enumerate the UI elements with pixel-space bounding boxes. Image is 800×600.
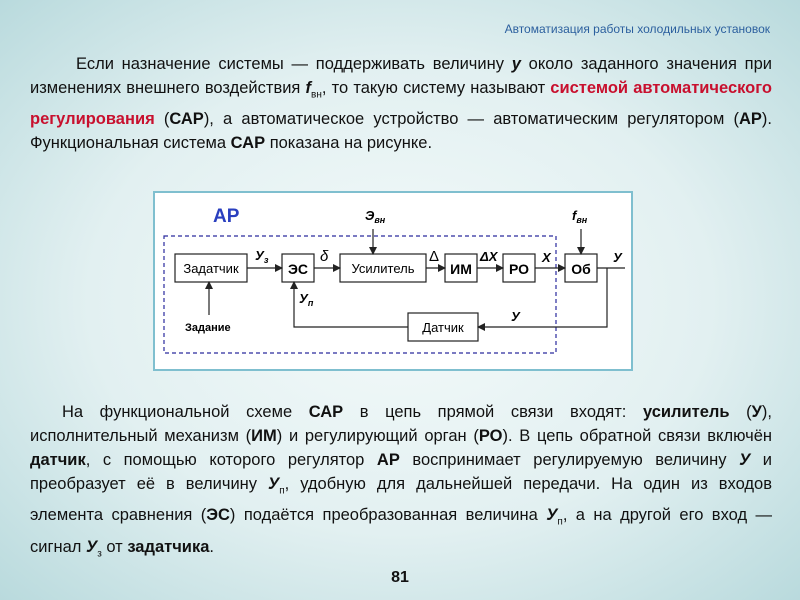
svg-text:ЭС: ЭС [287, 261, 309, 277]
svg-text:Датчик: Датчик [422, 320, 464, 335]
signal-f-vn: $f_{вн}$ [572, 208, 588, 225]
amplifier-block [340, 254, 426, 282]
object-block [565, 254, 597, 282]
intro-paragraph: Если назначение системы — поддерживать величину y около заданного значения при изменениях внешнего воздействия $f_{вн}$, то такую систему называют системой автоматического регулирования (САР), а автоматическое устройство — автоматическим регулятором (АР). Функциональная система САР показана на рисунке. [30, 55, 772, 153]
svg-text:РО: РО [508, 261, 530, 277]
ar-label: АР [213, 206, 240, 227]
signal-uz: $У_з$ [255, 248, 269, 265]
signal-up: $У_п$ [299, 291, 314, 308]
task-label: Задание [185, 322, 231, 334]
signal-y-out: У [613, 250, 622, 265]
svg-text:Усилитель: Усилитель [351, 261, 415, 276]
signal-delta: δ [320, 248, 329, 265]
sensor-block [408, 313, 478, 341]
ro-block [503, 254, 535, 282]
svg-text:Задатчик: Задатчик [183, 261, 239, 276]
im-block [445, 254, 477, 282]
signal-e-vn: $Э_{вн}$ [365, 208, 386, 225]
signal-Delta: Δ [429, 248, 440, 265]
es-block [282, 254, 314, 282]
svg-text:ИМ: ИМ [450, 261, 472, 277]
setter-block [175, 254, 247, 282]
svg-text:Об: Об [571, 261, 591, 277]
page-number: 81 [391, 569, 409, 586]
body-paragraph: На функциональной схеме САР в цепь прямой связи входят: усилитель (У), исполнительный механизм (ИМ) и регулирующий орган (РО). В цепь обратной связи включён датчик, с помощью которого регулятор АР воспринимает регулируемую величину У и преобразует её в величину $У_п$, удобную для дальнейшей передачи. На один из входов элемента сравнения (ЭС) подаётся преобразованная величина $У_п$, а на другой его вход — сигнал $У_з$ от задатчика. [30, 403, 772, 559]
functional-diagram [153, 191, 633, 371]
signal-x: X [542, 250, 551, 265]
signal-y-feedback: У [511, 309, 520, 324]
signal-dx: ΔX [480, 249, 498, 264]
term-sar: системой автоматического регулирования [30, 79, 772, 129]
slide-header: Автоматизация работы холодильных установок [504, 22, 770, 36]
